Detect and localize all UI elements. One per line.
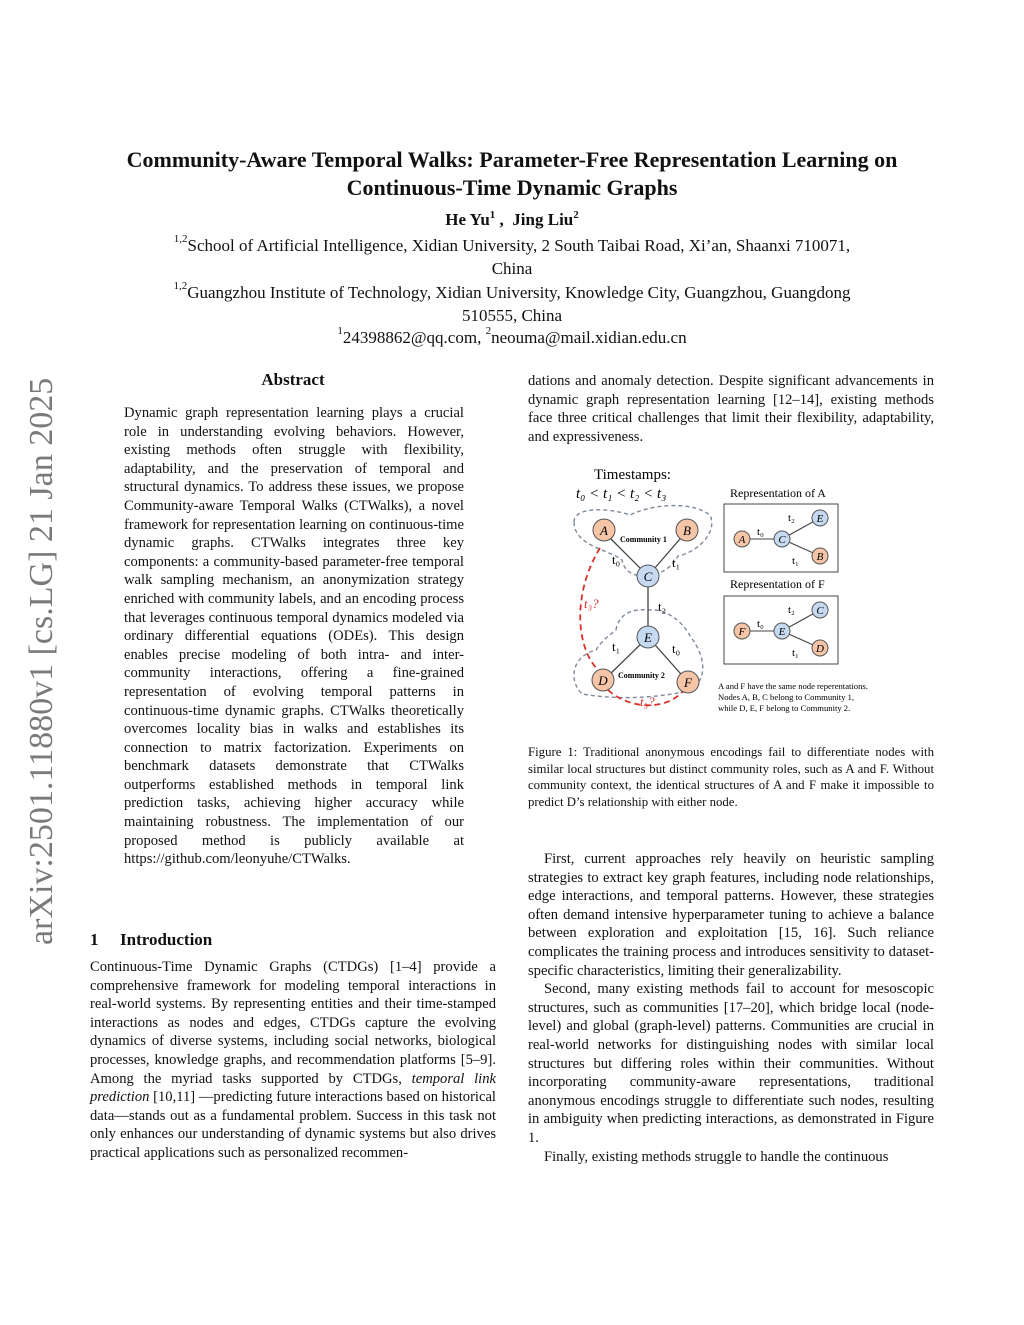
rep-f-title: Representation of F <box>730 577 825 591</box>
rep-f-node-d-label: D <box>816 643 824 655</box>
rep-a-node-e-label: E <box>816 513 824 525</box>
intro-p1-part-a: Continuous-Time Dynamic Graphs (CTDGs) [1–4] provide a comprehensive framework for modeling temporal interactions in real-world systems. By representing entities and their time-stamped interactions as nodes and edges, CTDGs capture the evolving dynamics of diverse systems, including social networks, biological processes, knowledge graphs, and recommendation platforms [5–9]. Among the myriad tasks supported by CTDGs, <box>90 959 496 1087</box>
node-a <box>593 519 615 541</box>
paper-title <box>80 146 944 202</box>
affiliation-1-line-2: China <box>491 259 533 278</box>
fig-note-line-2: Nodes A, B, C belong to Community 1, <box>718 692 855 702</box>
abstract-heading: Abstract <box>261 370 325 389</box>
affiliation-2 <box>80 281 944 327</box>
community-1-label: Community 1 <box>620 535 667 544</box>
intro-paragraph-1-continued: dations and anomaly detection. Despite significant advancements in dynamic graph representation learning [12–14], existing methods face three critical challenges that limit their flexibility, adaptability, and expressiveness. <box>528 373 934 445</box>
rep-f-node-f-label: F <box>738 626 746 638</box>
rep-f-label-t0: t₀ <box>757 618 764 630</box>
rep-a-title: Representation of A <box>730 486 826 500</box>
title-line-2: Continuous-Time Dynamic Graphs <box>346 175 678 200</box>
node-f-label: F <box>684 675 692 690</box>
fig-note-line-1: A and F have the same node reperentations. <box>718 681 868 691</box>
affiliation-1 <box>80 234 944 280</box>
intro-paragraph-1 <box>90 958 496 1163</box>
node-b-label: B <box>683 523 691 538</box>
intro-paragraph-4: Finally, existing methods struggle to handle the continuous <box>544 1148 889 1165</box>
rep-a-node-a-label: A <box>738 534 746 546</box>
fig-timestamps-label: Timestamps: <box>594 467 671 483</box>
node-a-label: A <box>600 523 608 538</box>
intro-p1-part-b: [10,11] —predicting future interactions based on historical data—stands out as a fundamental problem. Success in this task not only enhances our understanding of dynamic systems but also drives practical applications such as personalized recommen- <box>90 1089 496 1161</box>
email-1: 24398862@qq.com, <box>342 328 486 347</box>
node-c <box>637 565 659 587</box>
rep-f-label-t1: t₁ <box>792 647 799 659</box>
intro-p1-emphasis: temporal link prediction <box>90 1070 496 1106</box>
affiliation-1-sup: 1,2 <box>173 233 188 245</box>
section-number: 1 <box>90 930 99 949</box>
edge-label-t0-bottom: t₀ <box>672 641 681 656</box>
email-line <box>80 326 944 349</box>
rep-f-node-e-label: E <box>778 626 786 638</box>
arxiv-stamp-text: arXiv:2501.11880v1 [cs.LG] 21 Jan 2025 <box>23 377 60 945</box>
query-label-left: t₃? <box>584 596 599 611</box>
affiliation-2-sup: 1,2 <box>173 280 188 292</box>
edge-label-t2: t₂ <box>658 599 667 614</box>
community-2-label: Community 2 <box>618 671 665 680</box>
arxiv-side-stamp <box>2 340 68 980</box>
figure-1 <box>560 460 910 725</box>
figure-1-caption <box>528 744 934 810</box>
email-2: neouma@mail.xidian.edu.cn <box>491 328 687 347</box>
edge-label-t1-top: t₁ <box>672 555 681 570</box>
affiliation-1-line-1: School of Artificial Intelligence, Xidian University, 2 South Taibai Road, Xi’an, Shaanxi 710071, <box>187 236 851 255</box>
abstract-text: Dynamic graph representation learning plays a crucial role in understanding evolving behaviors. However, existing methods often struggle with flexibility, adaptability, and the preservation of temporal and structural dynamics. To address these issues, we propose Community-aware Temporal Walks (CTWalks), a novel framework for representation learning on continuous-time dynamic graphs. CTWalks integrates three key components: a community-based parameter-free temporal walk sampling mechanism, an anonymization strategy enriched with community labels, and an encoding process that leverages continuous temporal dynamics modeled via ordinary differential equations (ODEs). This design enables precise modeling of both intra- and inter-community interactions, offering a fine-grained representation of evolving temporal patterns in continuous-time dynamic graphs. CTWalks theoretically overcomes locality bias in walks and establishes its connection to matrix factorization. Experiments on benchmark datasets demonstrate that CTWalks outperforms established methods in temporal link prediction tasks, achieving higher accuracy while maintaining robustness. The implementation of our proposed method is publicly available at https://github.com/leonyuhe/CTWalks. <box>124 405 464 868</box>
title-line-1: Community-Aware Temporal Walks: Parameter-Free Representation Learning on <box>126 147 898 172</box>
edge-label-t0-top: t₀ <box>612 552 621 567</box>
fig-timestamp-order: t₀ < t₁ < t₂ < t₃ <box>576 486 667 502</box>
section-heading-introduction <box>90 930 212 950</box>
author-1-sup: 1 <box>489 209 496 221</box>
rep-a-label-t0: t₀ <box>757 526 764 538</box>
node-d-label: D <box>598 673 608 688</box>
author-1-name: He Yu <box>445 210 490 229</box>
email-2-sup: 2 <box>485 325 492 337</box>
query-label-bottom: t₃? <box>640 694 655 709</box>
rep-a-node-b-label: B <box>816 551 824 563</box>
fig-note-line-3: while D, E, F belong to Community 2. <box>718 703 851 713</box>
affiliation-2-line-1: Guangzhou Institute of Technology, Xidian University, Knowledge City, Guangzhou, Guangdong <box>187 283 851 302</box>
author-separator: , <box>495 210 513 229</box>
edge-label-t1-bottom: t₁ <box>612 639 621 654</box>
caption-label: Figure 1: <box>528 745 578 759</box>
right-column-body <box>528 850 934 1166</box>
node-c-label: C <box>643 569 653 584</box>
node-e <box>637 626 659 648</box>
author-2-name: Jing Liu <box>512 210 574 229</box>
section-title: Introduction <box>120 930 213 949</box>
rep-a-label-t2: t₂ <box>788 512 795 524</box>
author-2-sup: 2 <box>573 209 579 221</box>
rep-a-label-t1: t₁ <box>792 555 799 567</box>
intro-paragraph-2: First, current approaches rely heavily on heuristic sampling strategies to extract key graph features, including node relationships, edge interactions, and temporal patterns. However, these strategies often demand intensive hyperparameter tuning to achieve a balance between exploration and exploitation [15, 16]. Such reliance complicates the training process and introduces sensitivity to dataset-specific characteristics, limiting their generalizability. <box>528 851 934 979</box>
rep-a-node-c-label: C <box>778 534 786 546</box>
node-d <box>592 669 614 691</box>
affiliation-2-line-2: 510555, China <box>461 306 563 325</box>
rep-f-node-c-label: C <box>816 605 824 617</box>
author-list <box>80 210 944 230</box>
node-e-label: E <box>644 630 652 645</box>
node-f <box>677 671 699 693</box>
email-1-sup: 1 <box>337 325 343 337</box>
intro-paragraph-3: Second, many existing methods fail to account for mesoscopic structures, such as communities [17–20], which bridge local (node-level) and global (graph-level) patterns. Communities are crucial in real-world networks for distinguishing nodes with similar local structures but differing roles within their communities. Without incorporating community-aware representations, traditional anonymous encodings struggle to differentiate such nodes, resulting in ambiguity when predicting interactions, as demonstrated in Figure 1. <box>528 981 934 1146</box>
rep-f-label-t2: t₂ <box>788 604 795 616</box>
caption-text: Traditional anonymous encodings fail to differentiate nodes with similar local structures but distinct community roles, such as A and F. Without community context, the identical structures of A and F make it impossible to predict D’s relationship with either node. <box>528 745 934 809</box>
node-b <box>676 519 698 541</box>
